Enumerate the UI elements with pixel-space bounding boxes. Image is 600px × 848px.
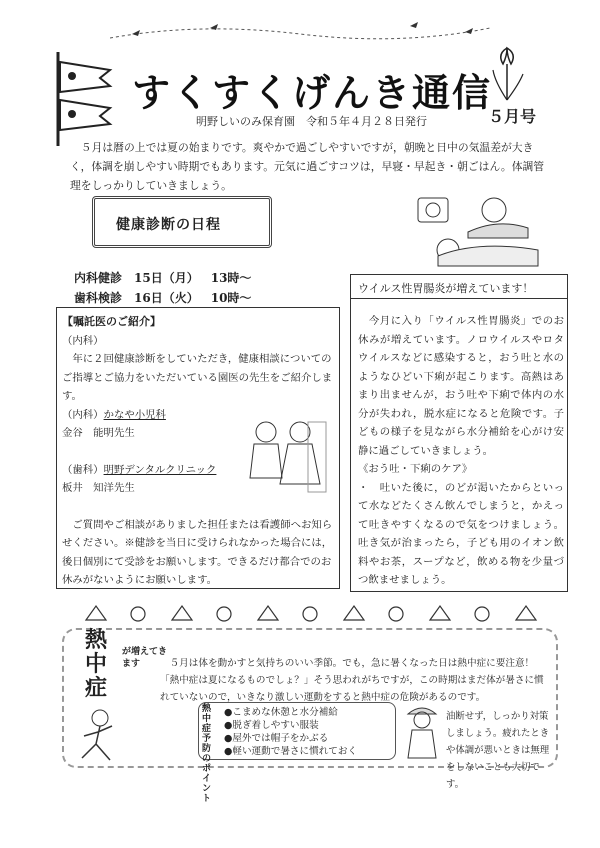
prevention-point: ●脱ぎ着しやすい服装 [224, 720, 319, 731]
swallow-garland-decoration [110, 18, 490, 48]
checkup-time: 13時～ [210, 271, 252, 285]
heatstroke-closing: 油断せず，しっかり対策しましょう。疲れたときや体調が悪いときは無理をしないことも大切です。 [446, 711, 550, 790]
clinic-prefix: （歯科） [62, 463, 104, 476]
heatstroke-intro-1: ５月は体を動かすと気持ちのいい季節。でも，急に暑くなった日は熱中症に要注意！ [160, 658, 535, 669]
prevention-point: ●こまめな休憩と水分補給 [224, 707, 338, 718]
schedule-title: 健康診断の日程 [116, 217, 221, 233]
intro-paragraph: ５月は暦の上では夏の始まりです。爽やかで過ごしやすいですが，朝晩と日中の気温差が大きく，体調を崩しやすい時期でもあります。元気に過ごすコツは，早寝・早起き・朝ごはん。体調管理をしっかりしていきましょう。 [70, 141, 545, 192]
heading-char: 中 [84, 651, 107, 677]
internal-checkup-row [74, 268, 263, 288]
prevention-point: ●軽い運動で暑さに慣れておく [224, 746, 358, 757]
heading-char: 熱 [84, 627, 107, 653]
checkup-name: 内科健診 [74, 271, 123, 285]
internal-label: （内科） [62, 334, 104, 347]
heatstroke-subheading: が増えてきます [122, 647, 168, 669]
checkup-name: 歯科検診 [74, 291, 123, 305]
koinobori-illustration [50, 48, 120, 148]
virus-body: 今月に入り「ウイルス性胃腸炎」でのお休みが増えています。ノロウイルスやロタウイルスなどに感染すると，おう吐と水のようなひどい下痢が起こります。高熱はあまり出ませんが，おう吐や下痢で体内の水分が失われ，脱水症になると危険です。子どもの様子を見ながら水分補給を心がけ安静に過ごしていきましょう。 [358, 315, 564, 457]
checkup-date: 15日（月） [134, 271, 199, 285]
virus-article-text [358, 312, 564, 590]
care-title: 《おう吐・下痢のケア》 [358, 463, 473, 475]
checkup-time: 10時～ [210, 291, 252, 305]
virus-article-title: ウイルス性胃腸炎が増えています！ [358, 282, 534, 295]
doctor-description: 年に２回健康診断をしていただき，健康相談についてのご指導とご協力をいただいている園医の先生をご紹介します。 [62, 353, 333, 402]
dental-clinic-name: 明野デンタルクリニック [103, 463, 217, 476]
heatstroke-intro-2: 「熱中症は夏になるものでしょ？」そう思われがちですが，この時期はまだ体が暑さに慣れていないので，いきなり激しい運動をすると熱中症の危険があるのです。 [160, 675, 544, 703]
school-doctor-text [62, 313, 334, 590]
heading-char: 症 [84, 675, 107, 701]
dental-checkup-row [74, 288, 263, 308]
internal-clinic-line [62, 406, 334, 425]
internal-doctor-name: 金谷 能明先生 [62, 427, 135, 439]
publisher-line: 明野しいのみ保育園 令和５年４月２８日発行 [196, 115, 427, 128]
sleeping-child-illustration [398, 192, 548, 274]
heatstroke-intro [160, 655, 550, 706]
divider [350, 298, 568, 299]
prevention-points-label: 熱中症予防のポイント [202, 704, 212, 804]
doctor-heading: 【嘱託医のご紹介】 [62, 315, 161, 328]
kabuto-pinwheel-decoration [80, 598, 540, 628]
issue-label: ５月号 [488, 107, 537, 126]
child-with-hat-illustration [400, 700, 444, 764]
checkup-date: 16日（火） [134, 291, 199, 305]
heatstroke-heading [66, 628, 126, 700]
running-child-illustration [70, 708, 130, 766]
care-body: ・ 吐いた後に，のどが渇いたからといって水などたくさん飲んでしまうと，かえって吐きやすくなるので気をつけましょう。吐き気が治まったら，子ども用のイオン飲料やお茶，スープなど，飲める物を少量づつ飲ませましょう。 [358, 481, 564, 586]
dental-doctor-name: 板井 知洋先生 [62, 482, 135, 494]
prevention-point: ●屋外では帽子をかぶる [224, 733, 329, 744]
dental-clinic-line [62, 461, 334, 480]
newsletter-title: すくすくげんき通信 [132, 70, 493, 115]
clinic-prefix: （内科） [62, 408, 104, 421]
doctor-closing: ご質問やご相談がありました担任または看護師へお知らせください。※健診を当日に受けられなかった場合には，後日個別にて受診をお願いします。できるだけ都合でのお休みがないようにお願いします。 [62, 518, 333, 586]
prevention-points-list [224, 706, 357, 758]
checkup-schedule-list [74, 268, 263, 308]
internal-clinic-name: かなや小児科 [103, 408, 166, 421]
